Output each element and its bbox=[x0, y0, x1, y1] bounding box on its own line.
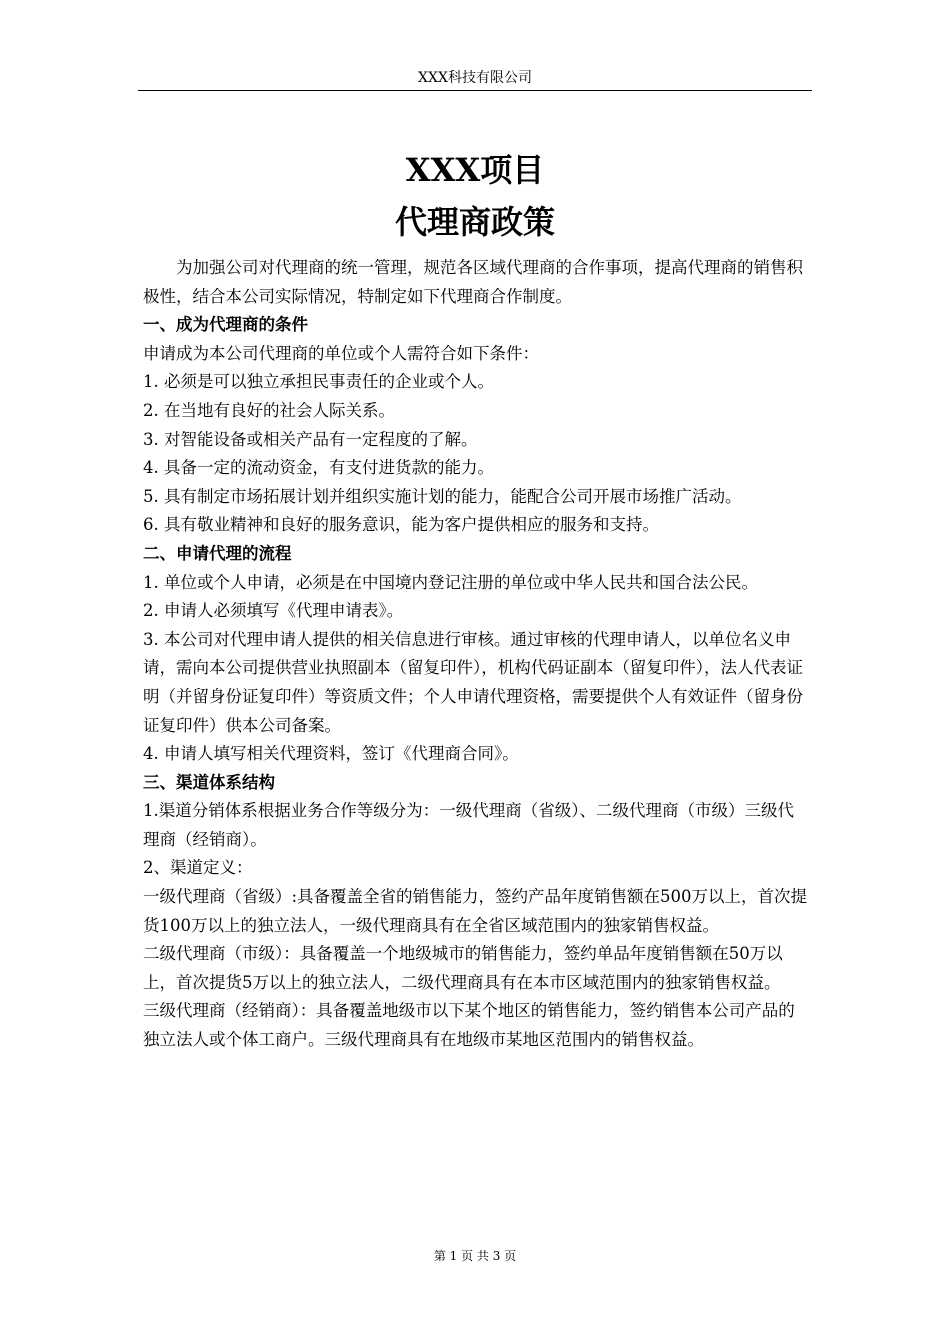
list-item: 3. 本公司对代理申请人提供的相关信息进行审核。通过审核的代理申请人，以单位名义申请，需向本公司提供营业执照副本（留复印件），机构代码证副本（留复印件），法人代表证明（并留身份证复印件）等资质文件；个人申请代理资格，需要提供个人有效证件（留身份证复印件）供本公司备案。 bbox=[143, 629, 803, 735]
list-item: 1. 单位或个人申请，必须是在中国境内登记注册的单位或中华人民共和国合法公民。 bbox=[143, 572, 758, 592]
intro-paragraph: 为加强公司对代理商的统一管理，规范各区域代理商的合作事项，提高代理商的销售积极性，结合本公司实际情况，特制定如下代理商合作制度。 bbox=[143, 258, 803, 306]
document-title-line2: 代理商政策 bbox=[394, 203, 555, 241]
page-header-company: XXX科技有限公司 bbox=[418, 70, 532, 86]
list-item: 1. 必须是可以独立承担民事责任的企业或个人。 bbox=[143, 372, 494, 392]
list-item: 4. 具备一定的流动资金，有支付进货款的能力。 bbox=[143, 458, 494, 478]
section-heading: 二、申请代理的流程 bbox=[143, 543, 292, 563]
page-footer-number: 第 1 页 共 3 页 bbox=[433, 1249, 517, 1263]
definition-paragraph: 三级代理商（经销商）：具备覆盖地级市以下某个地区的销售能力，签约销售本公司产品的独立法人或个体工商户。三级代理商具有在地级市某地区范围内的销售权益。 bbox=[143, 1001, 795, 1050]
definition-paragraph: 一级代理商（省级）:具备覆盖全省的销售能力，签约产品年度销售额在500万以上，首次提货100万以上的独立法人，一级代理商具有在全省区域范围内的独家销售权益。 bbox=[143, 887, 808, 935]
list-item: 3. 对智能设备或相关产品有一定程度的了解。 bbox=[143, 429, 478, 449]
list-item: 5. 具有制定市场拓展计划并组织实施计划的能力，能配合公司开展市场推广活动。 bbox=[143, 486, 742, 506]
list-item: 1.渠道分销体系根据业务合作等级分为：一级代理商（省级）、二级代理商（市级）三级代理商（经销商）。 bbox=[143, 801, 794, 849]
document-body bbox=[143, 254, 810, 1055]
section-lead: 申请成为本公司代理商的单位或个人需符合如下条件： bbox=[143, 343, 539, 363]
list-item: 2、渠道定义： bbox=[143, 858, 253, 878]
list-item: 2. 申请人必须填写《代理申请表》。 bbox=[143, 601, 404, 621]
list-item: 4. 申请人填写相关代理资料，签订《代理商合同》。 bbox=[143, 744, 519, 764]
definition-paragraph: 二级代理商（市级）：具备覆盖一个地级城市的销售能力，签约单品年度销售额在50万以上，首次提货5万以上的独立法人，二级代理商具有在本市区域范围内的独家销售权益。 bbox=[143, 944, 783, 992]
document-title-line1: XXX项目 bbox=[405, 151, 545, 189]
section-heading: 三、渠道体系结构 bbox=[143, 772, 275, 792]
header-divider bbox=[138, 90, 812, 91]
list-item: 2. 在当地有良好的社会人际关系。 bbox=[143, 400, 395, 420]
list-item: 6. 具有敬业精神和良好的服务意识，能为客户提供相应的服务和支持。 bbox=[143, 515, 659, 535]
section-heading: 一、成为代理商的条件 bbox=[143, 315, 308, 335]
